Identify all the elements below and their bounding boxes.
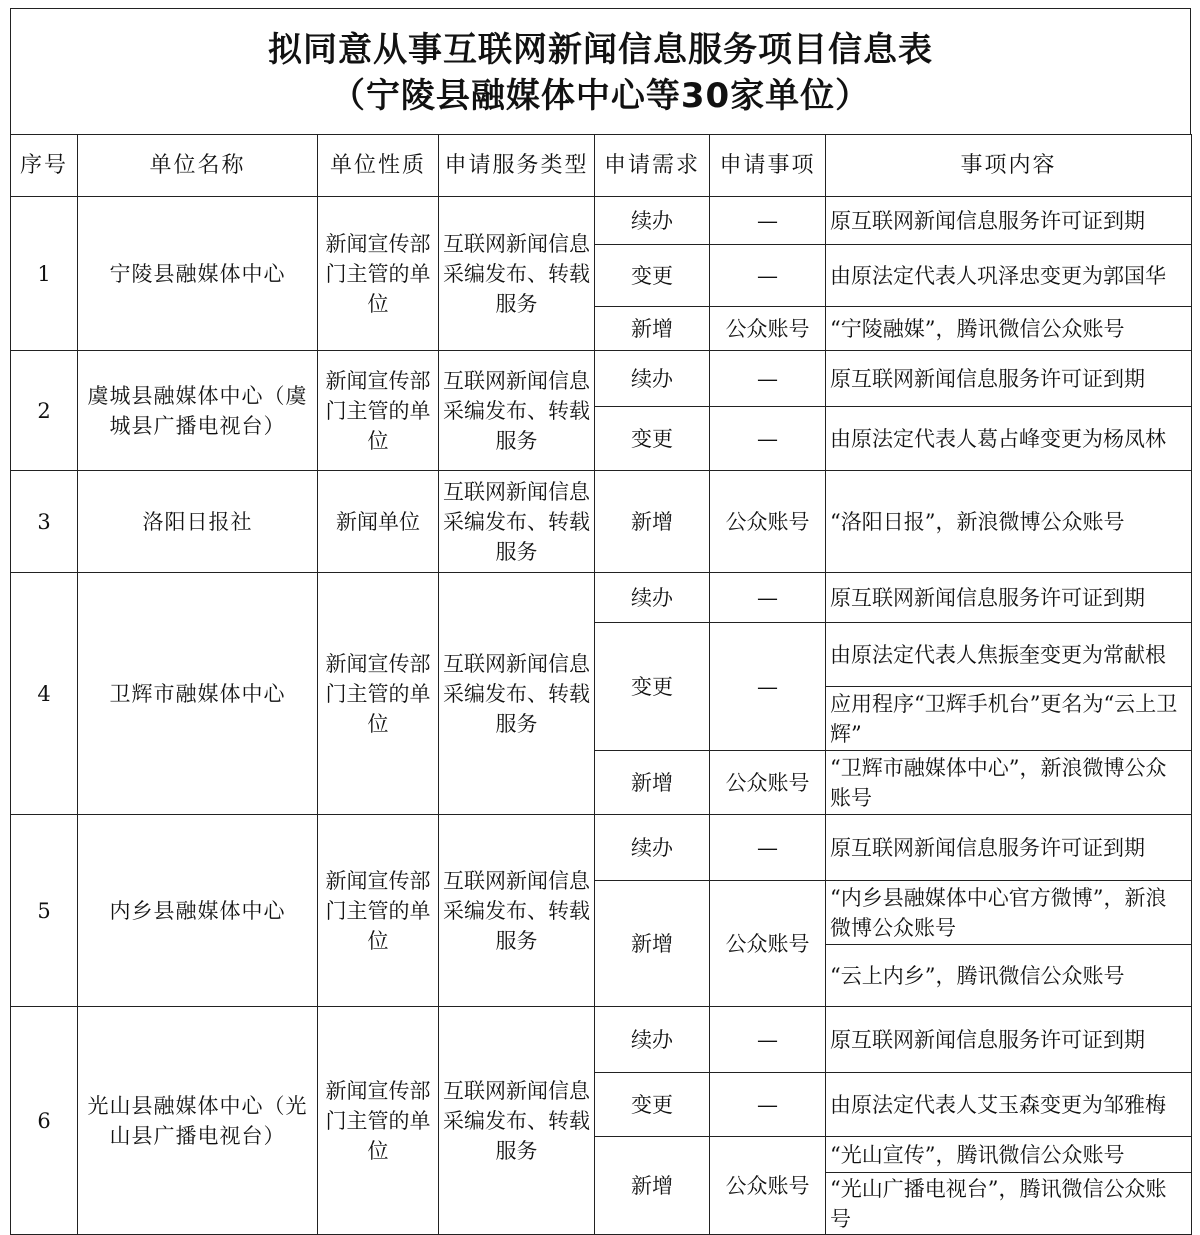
item-cell: —	[710, 351, 826, 407]
need-cell: 变更	[595, 1073, 710, 1137]
seq-cell: 6	[11, 1007, 78, 1235]
unit-name-cell: 宁陵县融媒体中心	[78, 197, 318, 351]
header-item-content: 事项内容	[826, 135, 1192, 197]
seq-cell: 3	[11, 471, 78, 573]
content-cell: “云上内乡”，腾讯微信公众账号	[826, 945, 1192, 1007]
table-row	[11, 573, 1192, 623]
need-cell: 续办	[595, 351, 710, 407]
content-cell: 由原法定代表人巩泽忠变更为郭国华	[826, 245, 1192, 307]
content-cell: 由原法定代表人葛占峰变更为杨凤林	[826, 407, 1192, 471]
content-cell: 由原法定代表人艾玉森变更为邹雅梅	[826, 1073, 1192, 1137]
table-header-row	[11, 135, 1192, 197]
item-cell: —	[710, 1007, 826, 1073]
unit-nature-cell: 新闻宣传部门主管的单位	[318, 573, 439, 815]
content-cell: 应用程序“卫辉手机台”更名为“云上卫辉”	[826, 687, 1192, 751]
seq-cell: 1	[11, 197, 78, 351]
unit-nature-cell: 新闻宣传部门主管的单位	[318, 197, 439, 351]
item-cell: 公众账号	[710, 1137, 826, 1235]
unit-name-cell: 内乡县融媒体中心	[78, 815, 318, 1007]
content-cell: “卫辉市融媒体中心”，新浪微博公众账号	[826, 751, 1192, 815]
need-cell: 新增	[595, 751, 710, 815]
item-cell: —	[710, 407, 826, 471]
content-cell: “洛阳日报”，新浪微博公众账号	[826, 471, 1192, 573]
info-table	[10, 134, 1192, 1235]
unit-name-cell: 虞城县融媒体中心（虞城县广播电视台）	[78, 351, 318, 471]
unit-name-cell: 卫辉市融媒体中心	[78, 573, 318, 815]
seq-cell: 2	[11, 351, 78, 471]
need-cell: 变更	[595, 245, 710, 307]
need-cell: 续办	[595, 197, 710, 245]
header-request-item: 申请事项	[710, 135, 826, 197]
need-cell: 新增	[595, 881, 710, 1007]
item-cell: —	[710, 245, 826, 307]
unit-nature-cell: 新闻宣传部门主管的单位	[318, 1007, 439, 1235]
need-cell: 新增	[595, 307, 710, 351]
document-subtitle: （宁陵县融媒体中心等30家单位）	[330, 76, 871, 116]
item-cell: 公众账号	[710, 751, 826, 815]
table-row	[11, 197, 1192, 245]
service-type-cell: 互联网新闻信息采编发布、转载服务	[439, 471, 595, 573]
unit-nature-cell: 新闻宣传部门主管的单位	[318, 815, 439, 1007]
content-cell: “内乡县融媒体中心官方微博”，新浪微博公众账号	[826, 881, 1192, 945]
service-type-cell: 互联网新闻信息采编发布、转载服务	[439, 197, 595, 351]
item-cell: —	[710, 623, 826, 751]
content-cell: 原互联网新闻信息服务许可证到期	[826, 573, 1192, 623]
item-cell: —	[710, 197, 826, 245]
service-type-cell: 互联网新闻信息采编发布、转载服务	[439, 351, 595, 471]
seq-cell: 4	[11, 573, 78, 815]
item-cell: 公众账号	[710, 881, 826, 1007]
seq-cell: 5	[11, 815, 78, 1007]
need-cell: 续办	[595, 815, 710, 881]
unit-name-cell: 光山县融媒体中心（光山县广播电视台）	[78, 1007, 318, 1235]
table-row	[11, 815, 1192, 881]
table-row	[11, 471, 1192, 573]
need-cell: 续办	[595, 573, 710, 623]
title-box	[10, 8, 1191, 134]
content-cell: “光山广播电视台”，腾讯微信公众账号	[826, 1173, 1192, 1235]
need-cell: 新增	[595, 1137, 710, 1235]
service-type-cell: 互联网新闻信息采编发布、转载服务	[439, 573, 595, 815]
header-unit-name: 单位名称	[78, 135, 318, 197]
content-cell: 原互联网新闻信息服务许可证到期	[826, 1007, 1192, 1073]
document-title: 拟同意从事互联网新闻信息服务项目信息表	[268, 30, 933, 70]
item-cell: —	[710, 573, 826, 623]
unit-nature-cell: 新闻单位	[318, 471, 439, 573]
header-service-type: 申请服务类型	[439, 135, 595, 197]
content-cell: “宁陵融媒”，腾讯微信公众账号	[826, 307, 1192, 351]
content-cell: 原互联网新闻信息服务许可证到期	[826, 351, 1192, 407]
item-cell: —	[710, 815, 826, 881]
need-cell: 续办	[595, 1007, 710, 1073]
service-type-cell: 互联网新闻信息采编发布、转载服务	[439, 815, 595, 1007]
content-cell: 由原法定代表人焦振奎变更为常献根	[826, 623, 1192, 687]
unit-name-cell: 洛阳日报社	[78, 471, 318, 573]
need-cell: 新增	[595, 471, 710, 573]
table-row	[11, 1007, 1192, 1073]
service-type-cell: 互联网新闻信息采编发布、转载服务	[439, 1007, 595, 1235]
header-unit-nature: 单位性质	[318, 135, 439, 197]
unit-nature-cell: 新闻宣传部门主管的单位	[318, 351, 439, 471]
header-request-need: 申请需求	[595, 135, 710, 197]
document-page	[10, 8, 1191, 1235]
content-cell: 原互联网新闻信息服务许可证到期	[826, 815, 1192, 881]
item-cell: 公众账号	[710, 471, 826, 573]
need-cell: 变更	[595, 407, 710, 471]
content-cell: “光山宣传”，腾讯微信公众账号	[826, 1137, 1192, 1173]
item-cell: 公众账号	[710, 307, 826, 351]
header-seq: 序号	[11, 135, 78, 197]
item-cell: —	[710, 1073, 826, 1137]
table-row	[11, 351, 1192, 407]
need-cell: 变更	[595, 623, 710, 751]
content-cell: 原互联网新闻信息服务许可证到期	[826, 197, 1192, 245]
